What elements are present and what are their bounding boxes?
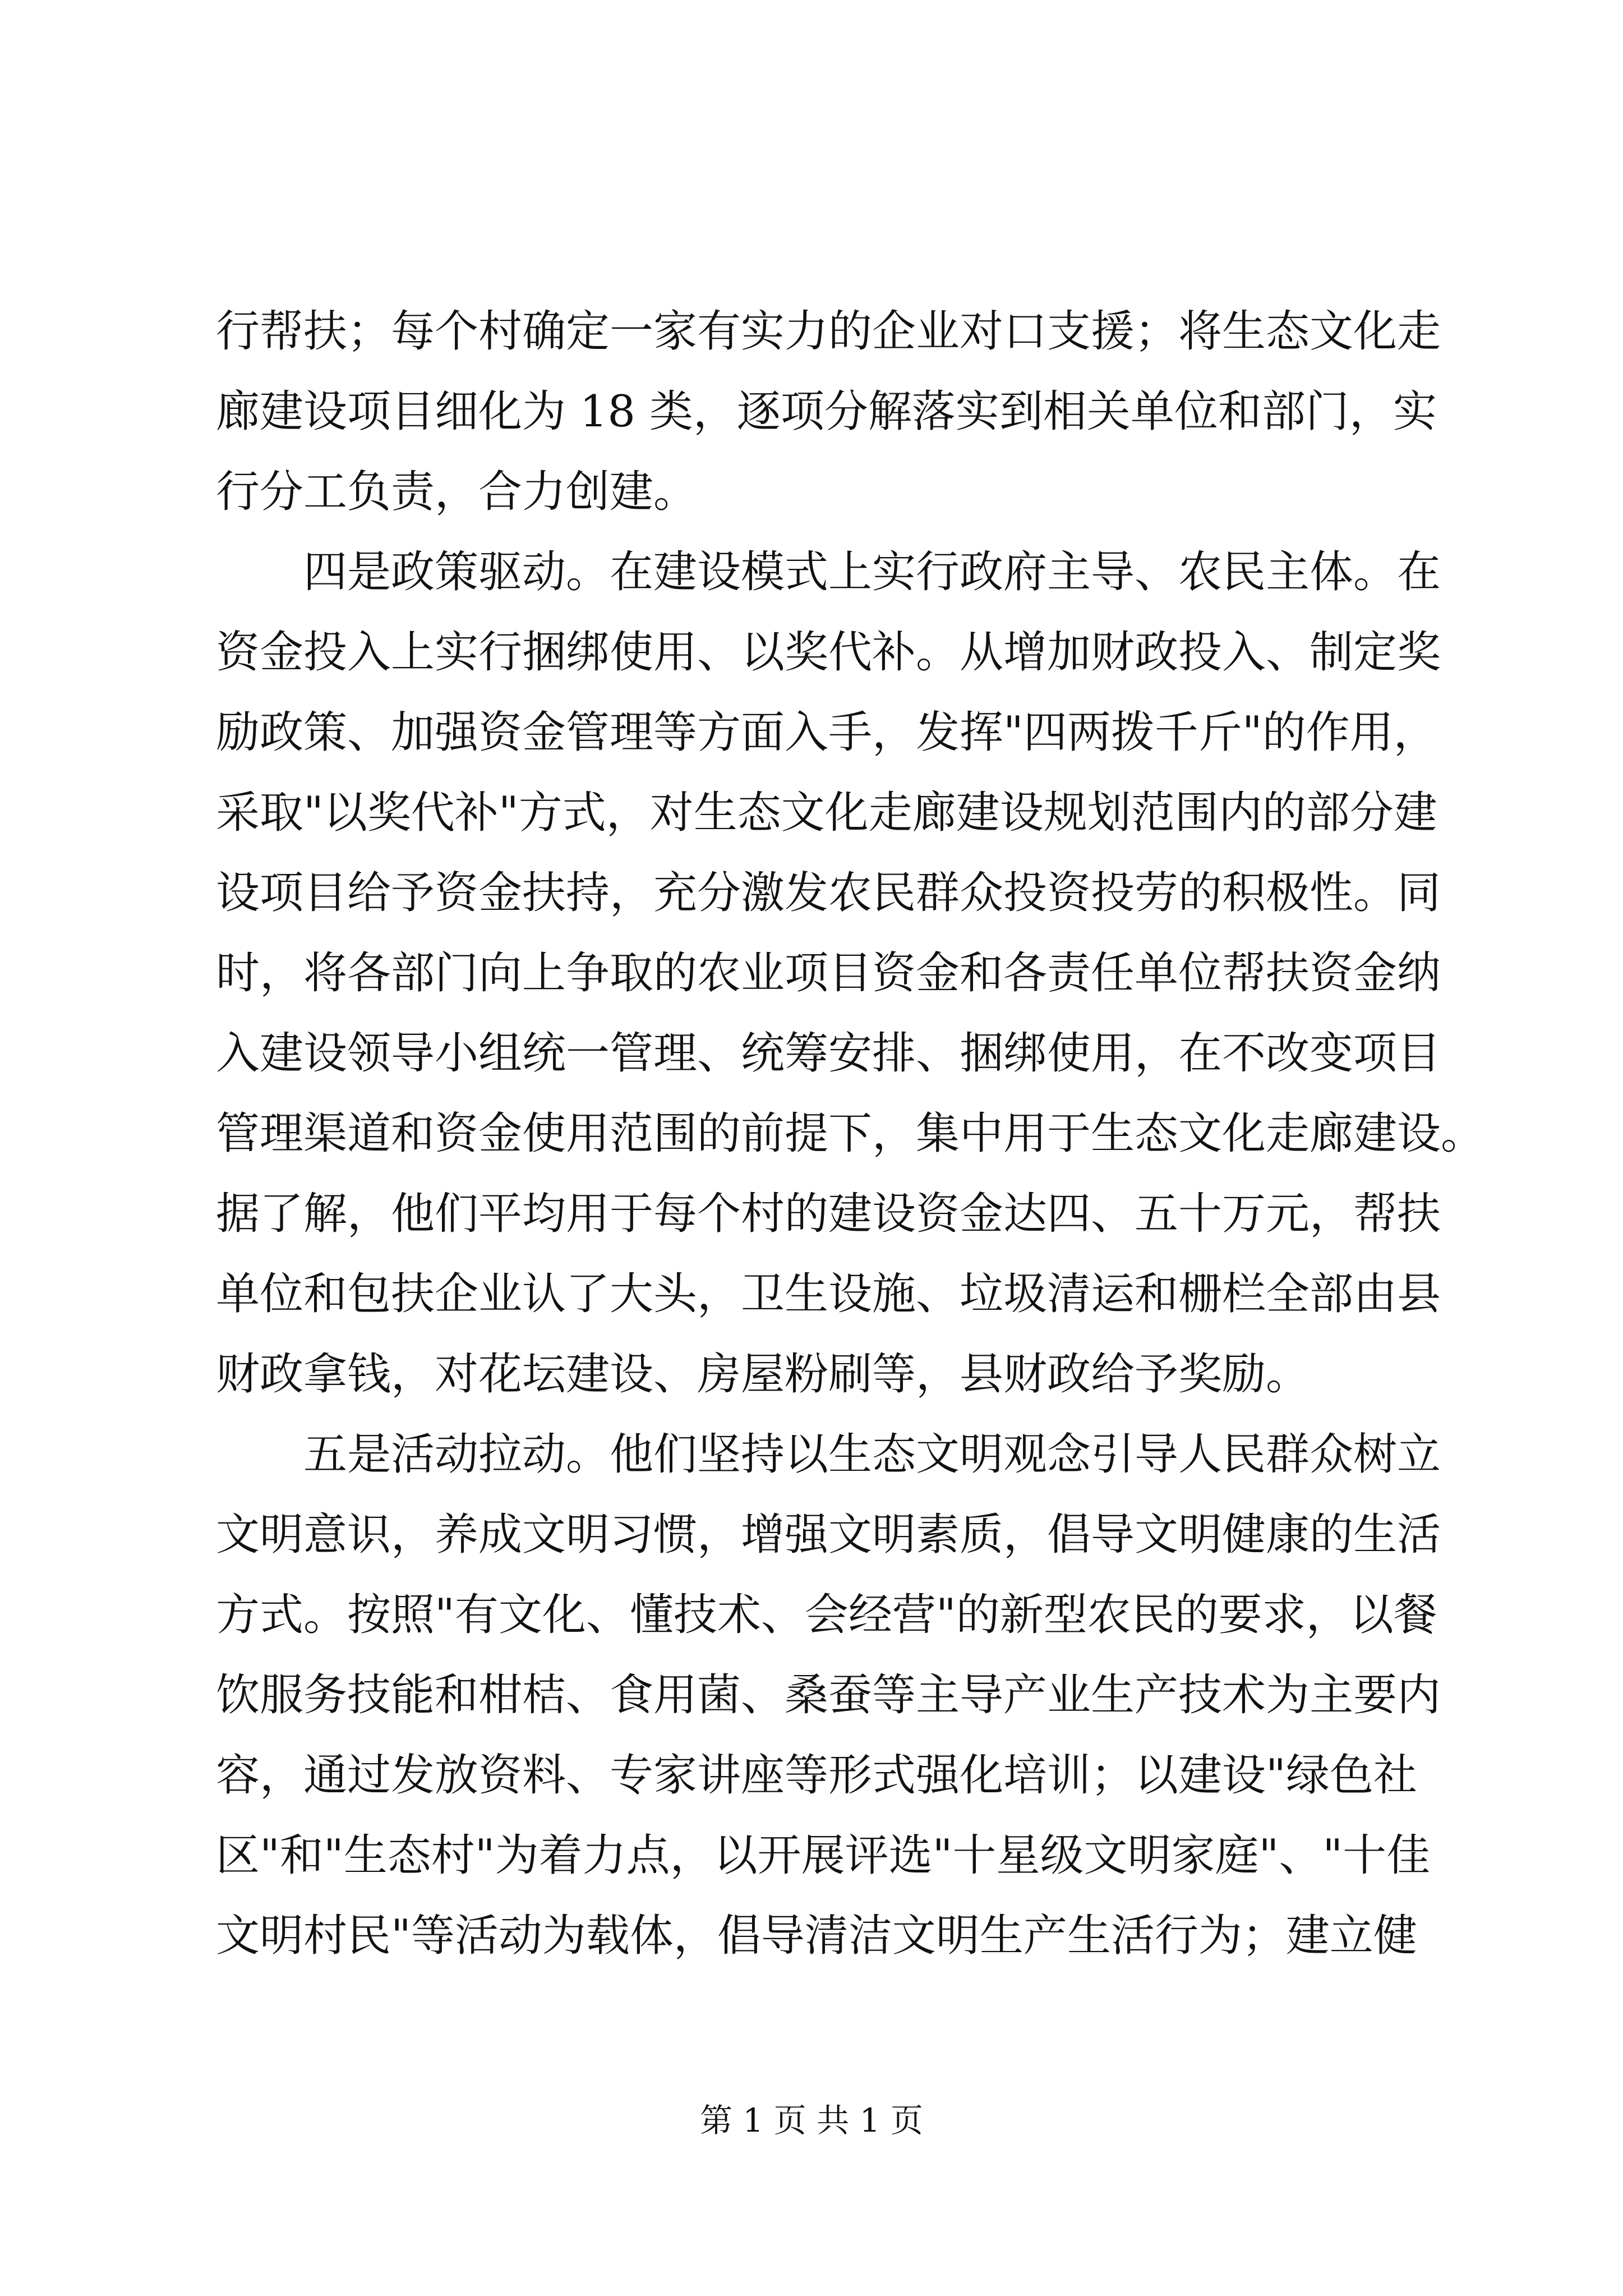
text-line: 据了解，他们平均用于每个村的建设资金达四、五十万元，帮扶 [216, 1189, 1441, 1239]
text-line: 容，通过发放资料、专家讲座等形式强化培训；以建设"绿色社 [216, 1750, 1417, 1801]
text-line: 行帮扶；每个村确定一家有实力的企业对口支援；将生态文化走 [216, 306, 1441, 357]
text-line: 时，将各部门向上争取的农业项目资金和各责任单位帮扶资金纳 [216, 948, 1441, 999]
paragraph [216, 1415, 1441, 1976]
text-line: 五是活动拉动。他们坚持以生态文明观念引导人民群众树立 [303, 1429, 1441, 1480]
text-line: 四是政策驱动。在建设模式上实行政府主导、农民主体。在 [303, 547, 1441, 597]
text-line: 设项目给予资金扶持，充分激发农民群众投资投劳的积极性。同 [216, 868, 1441, 918]
text-line: 单位和包扶企业认了大头，卫生设施、垃圾清运和栅栏全部由县 [216, 1269, 1441, 1319]
text-line: 财政拿钱，对花坛建设、房屋粉刷等，县财政给予奖励。 [216, 1349, 1310, 1400]
text-line: 方式。按照"有文化、懂技术、会经营"的新型农民的要求，以餐 [216, 1590, 1437, 1640]
document-body [216, 292, 1485, 1976]
page-footer: 第 1 页 共 1 页 [700, 2101, 923, 2139]
text-line: 资金投入上实行捆绑使用、以奖代补。从增加财政投入、制定奖 [216, 627, 1441, 678]
text-line: 文明村民"等活动为载体，倡导清洁文明生产生活行为；建立健 [216, 1911, 1417, 1961]
text-line: 廊建设项目细化为 18 类，逐项分解落实到相关单位和部门，实 [216, 386, 1437, 437]
paragraph [216, 532, 1485, 1415]
text-line: 采取"以奖代补"方式，对生态文化走廊建设规划范围内的部分建 [216, 788, 1437, 838]
text-line: 管理渠道和资金使用范围的前提下，集中用于生态文化走廊建设。 [216, 1108, 1485, 1159]
text-line: 文明意识，养成文明习惯，增强文明素质，倡导文明健康的生活 [216, 1510, 1441, 1560]
text-line: 区"和"生态村"为着力点，以开展评选"十星级文明家庭"、"十佳 [216, 1830, 1431, 1881]
text-line: 饮服务技能和柑桔、食用菌、桑蚕等主导产业生产技术为主要内 [216, 1670, 1441, 1720]
text-line: 入建设领导小组统一管理、统筹安排、捆绑使用，在不改变项目 [216, 1028, 1441, 1079]
paragraph [216, 292, 1441, 532]
text-line: 行分工负责，合力创建。 [216, 467, 698, 517]
text-line: 励政策、加强资金管理等方面入手，发挥"四两拨千斤"的作用， [216, 707, 1437, 758]
